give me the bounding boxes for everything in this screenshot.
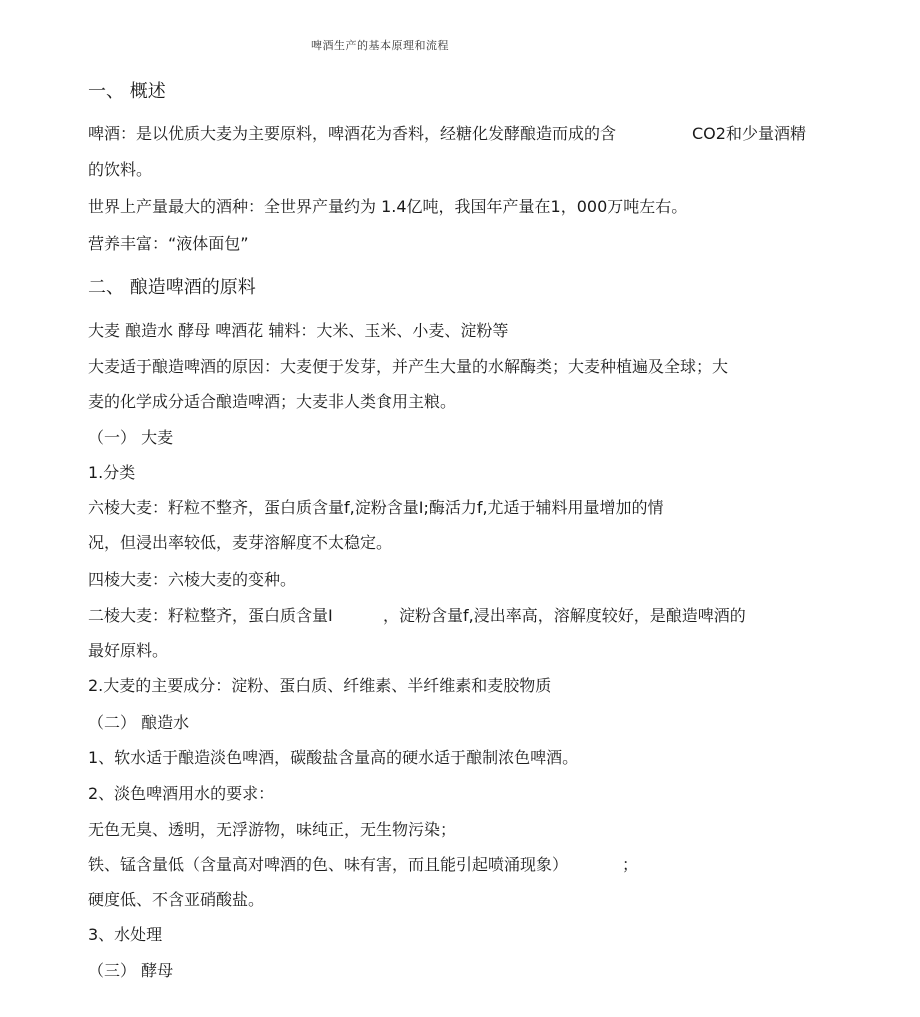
paragraph-line: 四棱大麦：六棱大麦的变种。 [88, 570, 297, 589]
subsection-heading-yeast: （三） 酵母 [88, 961, 174, 980]
paragraph-line: 2.大麦的主要成分：淀粉、蛋白质、纤维素、半纤维素和麦胶物质 [88, 676, 552, 695]
paragraph-line: ； [622, 855, 639, 874]
paragraph-line: 大麦 酿造水 酵母 啤酒花 辅料：大米、玉米、小麦、淀粉等 [88, 321, 509, 340]
paragraph-line: 况，但浸出率较低，麦芽溶解度不太稳定。 [88, 533, 393, 552]
paragraph-line: 啤酒：是以优质大麦为主要原料，啤酒花为香料，经糖化发酵酿造而成的含 [88, 124, 617, 143]
paragraph-line: CO2和少量酒精 [692, 124, 806, 143]
paragraph-line: 3、水处理 [88, 925, 163, 944]
paragraph-line: 二棱大麦：籽粒整齐，蛋白质含量I [88, 606, 333, 625]
paragraph-line: 无色无臭、透明，无浮游物，味纯正，无生物污染； [88, 820, 457, 839]
paragraph-line: 营养丰富：“液体面包” [88, 234, 249, 253]
paragraph-line: 大麦适于酿造啤酒的原因：大麦便于发芽，并产生大量的水解酶类；大麦种植遍及全球；大 [88, 357, 729, 376]
paragraph-line: 2、淡色啤酒用水的要求： [88, 784, 275, 803]
paragraph-line: 六棱大麦：籽粒不整齐，蛋白质含量f,淀粉含量I;酶活力f,尤适于辅料用量增加的情 [88, 498, 664, 517]
paragraph-line: ，淀粉含量f,浸出率高，溶解度较好，是酿造啤酒的 [383, 606, 746, 625]
paragraph-line: 的饮料。 [88, 160, 153, 179]
section-heading-overview: 一、 概述 [88, 81, 166, 102]
paragraph-line: 硬度低、不含亚硝酸盐。 [88, 890, 265, 909]
paragraph-line: 世界上产量最大的酒种：全世界产量约为 1.4亿吨，我国年产量在1，000万吨左右。 [88, 197, 688, 216]
page-header: 啤酒生产的基本原理和流程 [311, 39, 449, 52]
paragraph-line: 麦的化学成分适合酿造啤酒；大麦非人类食用主粮。 [88, 392, 457, 411]
section-heading-materials: 二、 酿造啤酒的原料 [88, 277, 256, 298]
paragraph-line: 铁、锰含量低（含量高对啤酒的色、味有害，而且能引起喷涌现象） [88, 855, 569, 874]
paragraph-line: 最好原料。 [88, 641, 169, 660]
paragraph-line: 1.分类 [88, 463, 136, 482]
subsection-heading-water: （二） 酿造水 [88, 713, 190, 732]
subsection-heading-barley: （一） 大麦 [88, 428, 174, 447]
paragraph-line: 1、软水适于酿造淡色啤酒，碳酸盐含量高的硬水适于酿制浓色啤酒。 [88, 748, 579, 767]
